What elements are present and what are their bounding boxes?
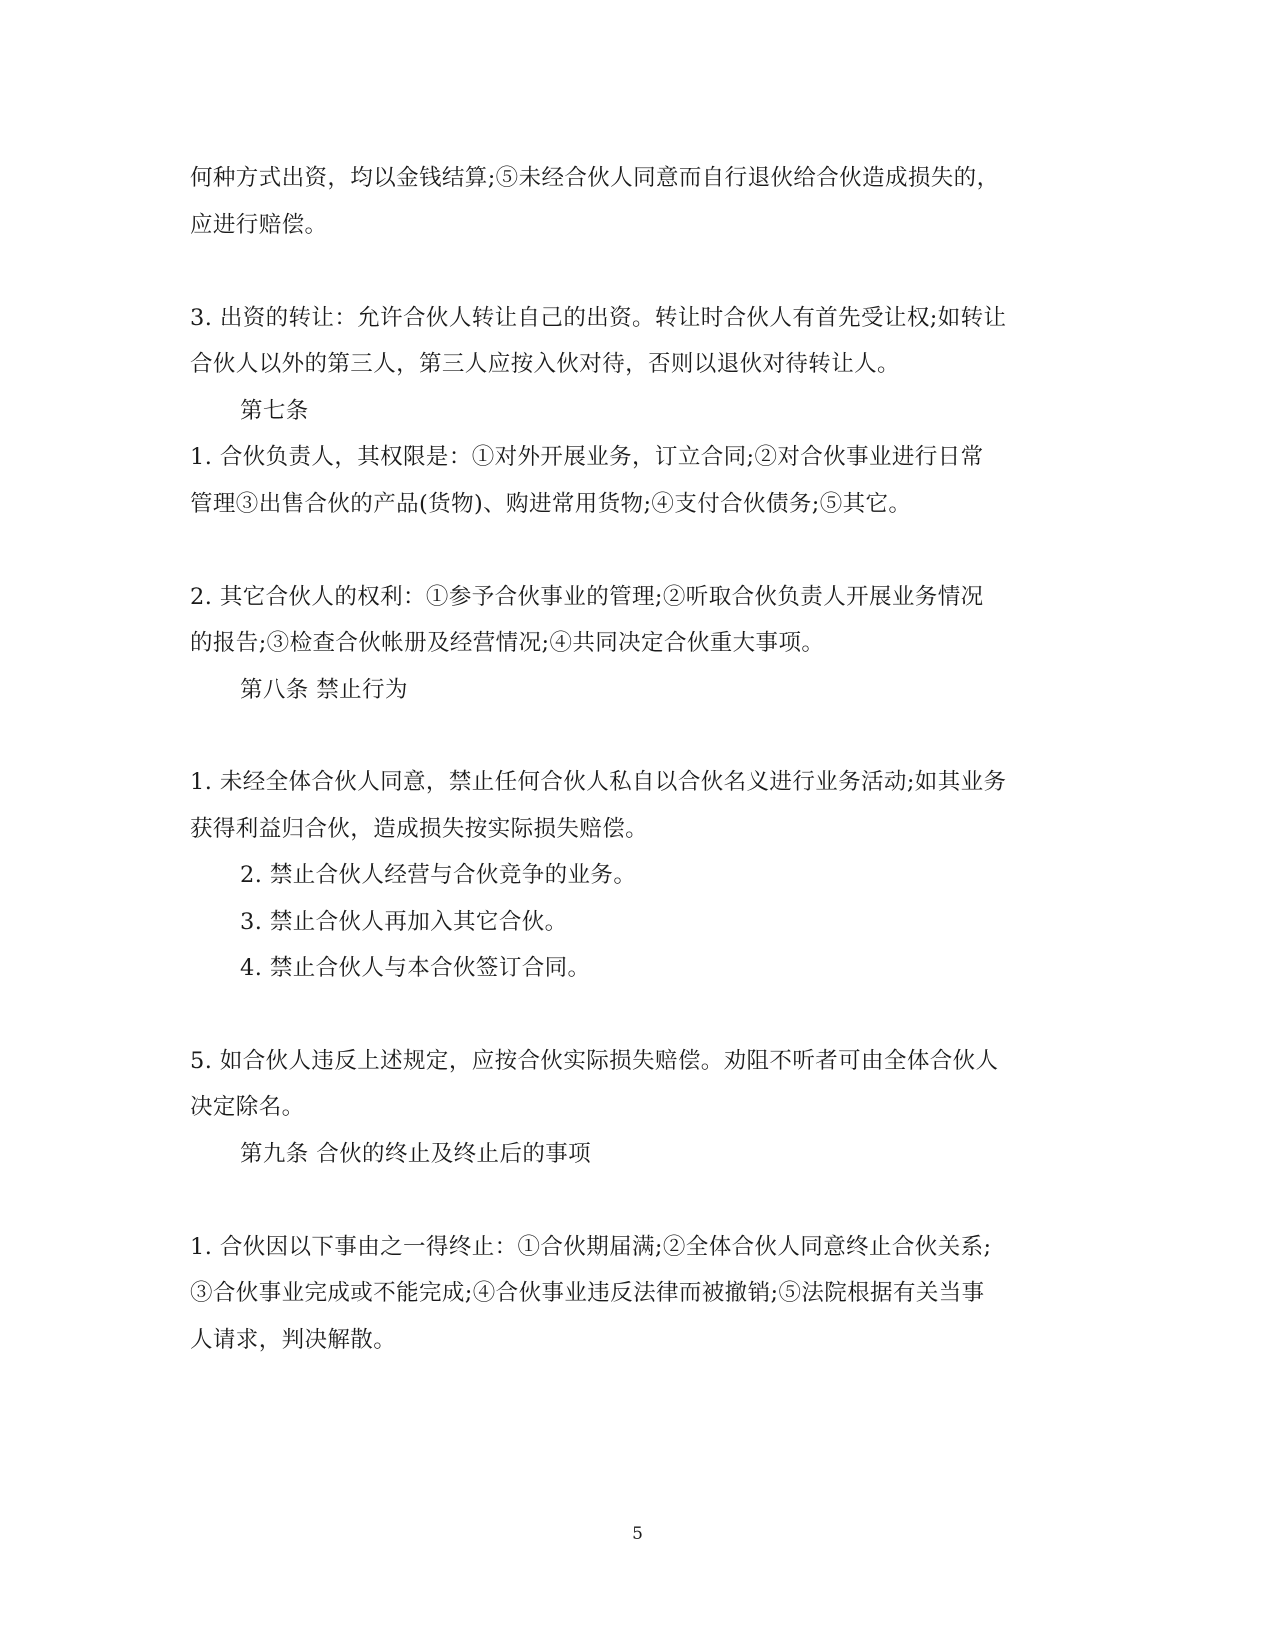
list-item: 4. 禁止合伙人与本合伙签订合同。 bbox=[240, 955, 591, 981]
list-item: 3. 禁止合伙人再加入其它合伙。 bbox=[240, 909, 568, 935]
text-line: 何种方式出资，均以金钱结算;⑤未经合伙人同意而自行退伙给合伙造成损失的， bbox=[190, 165, 1000, 191]
text-line: 1. 合伙因以下事由之一得终止：①合伙期届满;②全体合伙人同意终止合伙关系; bbox=[190, 1234, 992, 1260]
text-line: 1. 未经全体合伙人同意，禁止任何合伙人私自以合伙名义进行业务活动;如其业务 bbox=[190, 769, 1007, 795]
text-line: 人请求，判决解散。 bbox=[190, 1327, 397, 1353]
article-heading: 第九条 合伙的终止及终止后的事项 bbox=[240, 1141, 592, 1167]
text-line: ③合伙事业完成或不能完成;④合伙事业违反法律而被撤销;⑤法院根据有关当事 bbox=[190, 1280, 985, 1306]
page-number: 5 bbox=[632, 1524, 643, 1544]
article-heading: 第七条 bbox=[240, 398, 309, 424]
text-line: 决定除名。 bbox=[190, 1094, 305, 1120]
text-line: 管理③出售合伙的产品(货物)、购进常用货物;④支付合伙债务;⑤其它。 bbox=[190, 491, 912, 517]
text-line: 获得利益归合伙，造成损失按实际损失赔偿。 bbox=[190, 816, 649, 842]
text-line: 3. 出资的转让：允许合伙人转让自己的出资。转让时合伙人有首先受让权;如转让 bbox=[190, 305, 1007, 331]
text-line: 2. 其它合伙人的权利：①参予合伙事业的管理;②听取合伙负责人开展业务情况 bbox=[190, 584, 984, 610]
text-line: 1. 合伙负责人，其权限是：①对外开展业务，订立合同;②对合伙事业进行日常 bbox=[190, 444, 984, 470]
text-line: 5. 如合伙人违反上述规定，应按合伙实际损失赔偿。劝阻不听者可由全体合伙人 bbox=[190, 1048, 999, 1074]
text-line: 合伙人以外的第三人，第三人应按入伙对待，否则以退伙对待转让人。 bbox=[190, 351, 900, 377]
list-item: 2. 禁止合伙人经营与合伙竞争的业务。 bbox=[240, 862, 637, 888]
text-line: 的报告;③检查合伙帐册及经营情况;④共同决定合伙重大事项。 bbox=[190, 630, 825, 656]
article-heading: 第八条 禁止行为 bbox=[240, 677, 408, 703]
text-line: 应进行赔偿。 bbox=[190, 212, 328, 238]
